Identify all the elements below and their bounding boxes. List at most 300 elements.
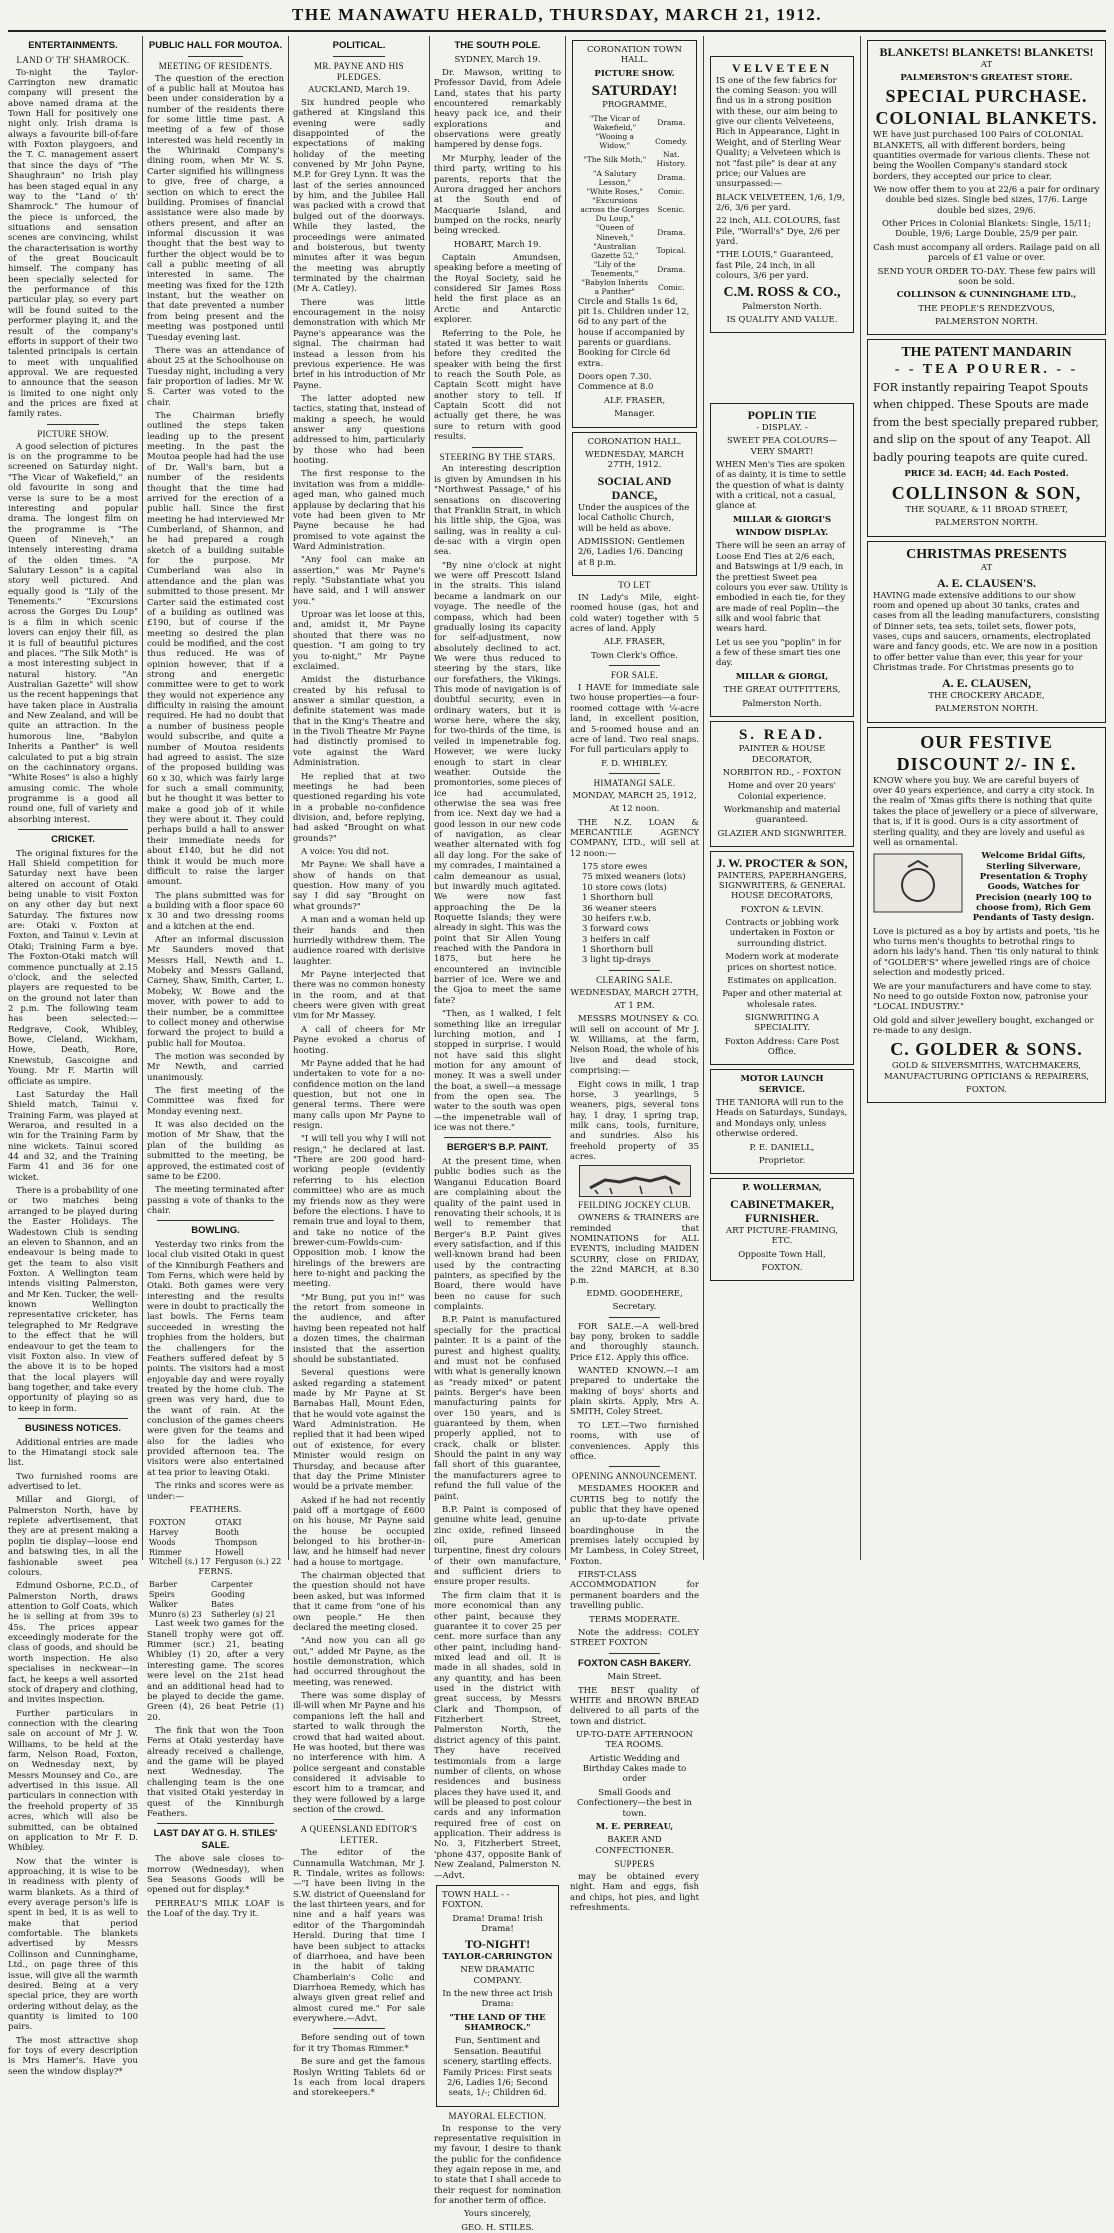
heading-berger-paint: BERGER'S B.P. PAINT. <box>446 1142 549 1154</box>
table-cell: Topical. <box>656 246 687 256</box>
subheading: FOR SALE. <box>610 670 659 681</box>
column-rule <box>703 36 704 1560</box>
table-cell: Drama. <box>657 118 686 128</box>
ad-text: Under the auspices of the local Catholic Church, will be held as above. <box>578 502 690 534</box>
ad-text: PALMERSTON NORTH. <box>934 704 1039 715</box>
table-cell: Rimmer <box>149 1547 182 1557</box>
table-cell: "Queen of Nineveh," <box>595 223 634 242</box>
table-cell: Harvey <box>149 1528 179 1538</box>
ad-festive-discount <box>867 727 1106 1104</box>
paragraph: may be obtained every night. Ham and eggs, fish and chips, hot pies, and light refreshments. <box>570 1871 699 1913</box>
divider <box>333 56 386 57</box>
ad-firm: A. E. CLAUSEN, <box>941 676 1031 691</box>
paragraph: Referring to the Pole, he stated it was better to wait before they credited the speaker with being the first to reach the South Pole, as Captain Scott might have another story to tell. If Captain Scott did not actually get there, he was sure to return with good results. <box>434 328 561 443</box>
ad-firm: COLLINSON & SON, <box>891 482 1082 503</box>
ad-text: Paper and other material at wholesale rates. <box>722 989 842 1010</box>
paragraph: He replied that at two meetings he had been questioned regarding his vote in a probable no-confidence division, and, before replying, had asked "Brought on what grounds?" <box>293 771 425 844</box>
table-row <box>578 196 691 223</box>
divider <box>472 447 523 448</box>
ad-s-read <box>710 721 854 847</box>
dateline: At 12 noon. <box>609 804 660 815</box>
ad-text: THE CROCKERY ARCADE, <box>928 691 1045 702</box>
ad-headline: BLANKETS! BLANKETS! BLANKETS! <box>879 45 1094 59</box>
paragraph: Last week two games for the Stanell trophy were got off. Rimmer (scr.) 21, beating Whibley (1) 20, after a very interesting game. The scores were level on the 21st head and an additional head had to be played to decide the game. Green (4), 26 beat Petrie (1) 20. <box>147 1619 284 1723</box>
subheading: MAYORAL ELECTION. <box>448 2110 547 2121</box>
heading-south-pole: THE SOUTH POLE. <box>454 40 541 51</box>
ad-text: AT <box>980 59 993 70</box>
ad-text: AT <box>980 562 993 573</box>
paragraph: Yesterday two rinks from the local club visited Otaki in quest of the Kinniburgh Feathers and Tom Ferns, which were held by Otaki. Both games were very interesting and the results were in doubt to practically the last bowls. The Ferns team succeeded in wresting the trophies from the holders, but the challengers for the Feathers suffered defeat by 5 points. The visitors had a most enjoyable day and were royally treated by the home club. The green was very hard, due to the want of rain. At the conclusion of the games cheers were given for the teams and also for the ladies who provided afternoon tea. The visitors were also entertained at tea prior to leaving Otaki. <box>147 1239 284 1478</box>
paragraph: The first meeting of the Committee was fixed for Monday evening next. <box>147 1086 284 1117</box>
subheading: Main Street. <box>607 1672 662 1683</box>
ad-subtitle: - DISPLAY. - <box>756 422 808 433</box>
paragraph: THE N.Z. LOAN & MERCANTILE AGENCY COMPANY, LTD., will sell at 12 noon:— <box>570 817 699 859</box>
paragraph: MESDAMES HOOKER and CURTIS beg to notify the public that they have opened an up-to-date private boardinghouse in the premises lately occupied by Mr Lambess, in Coley Street, Foxton. <box>570 1484 699 1567</box>
ad-headline: A. E. CLAUSEN'S. <box>936 575 1037 590</box>
ad-text: Palmerston North. <box>742 301 822 312</box>
subheading: HIMATANGI SALE. <box>593 777 676 788</box>
table-cell: Ferguson (s.) 22 <box>215 1557 282 1567</box>
paragraph: Two furnished rooms are advertised to let. <box>8 1471 138 1493</box>
ad-headline: TO-NIGHT! <box>464 1937 531 1952</box>
paragraph: There was some display of ill-will when Mr Payne and his companions left the hall and started to walk through the crowd that had waited about. He was hooted, but there was no interference with him. A police sergeant and constable considered it advisable to escort him to a tramcar, and they were followed by a large section of the crowd. <box>293 1691 425 1816</box>
table-cell: Witchell (s.) 17 <box>149 1557 211 1567</box>
ad-store: PALMERSTON'S GREATEST STORE. <box>900 72 1073 83</box>
table-cell: Comic. <box>658 186 685 196</box>
ad-text: Doors open 7.30. Commence at 8.0 <box>578 372 654 393</box>
paragraph: A call of cheers for Mr Payne evoked a chorus of hooting. <box>293 1024 425 1056</box>
ad-headline: - - TEA POURER. - - <box>894 362 1079 378</box>
ad-text: We now offer them to you at 22/6 a pair for ordinary double bed sizes. Single bed sizes, 17/6. Large double bed sizes, 29/6. <box>873 185 1100 216</box>
table-cell: Carpenter <box>211 1580 253 1590</box>
paragraph: An interesting description is given by Amundsen in his "Northwest Passage," of his sensations on discovering that Franklin Strait, in which his little ship, the Gjoa, was sailing, was in reality a cul-de-sac with a virgin open sea. <box>434 464 561 558</box>
ad-text: WE have just purchased 100 Pairs of COLONIAL BLANKETS, all with different borders, being quantities overmade for various clients. These not being the Woollen Company's standard stock borders, they accepted our price to clear. <box>873 130 1090 182</box>
divider <box>609 970 661 971</box>
paragraph: Eight cows in milk, 1 trap horse, 3 yearlings, 5 weaners, pigs, several tons hay, 1 dray, 1 spring trap, milk cans, tools, furniture, and sundries. Also his freehold property of 35 acres. <box>570 1079 699 1163</box>
list-item: 3 heifers in calf <box>582 934 650 945</box>
table-row <box>147 1528 284 1538</box>
ad-headline: POPLIN TIE <box>747 408 817 423</box>
paragraph: Asked if he had not recently paid off a mortgage of £600 on his house, Mr Payne said the house be occupied belonged to his brother-in-law, and he himself had never had a house to mortgage. <box>293 1495 425 1568</box>
column-7 <box>865 36 1108 1560</box>
ad-text: ADMISSION: Gentlemen 2/6, Ladies 1/6. Dancing at 8 p.m. <box>578 536 685 568</box>
ad-text: Let us see you "poplin" in for a few of these smart ties one day. <box>716 637 842 669</box>
masthead-rule <box>8 30 1106 32</box>
ad-text: Cash must accompany all orders. Railage paid on all parcels of £1 value or over. <box>873 242 1100 264</box>
heading-bowling: BOWLING. <box>191 1225 240 1237</box>
ad-wollerman <box>710 1178 854 1281</box>
table-cell: "The Silk Moth," <box>583 154 647 164</box>
ad-text: THE TANIORA will run to the Heads on Saturdays, Sundays, and Mondays only, unless otherwise ordered. <box>716 1098 848 1140</box>
table-row <box>147 1610 284 1620</box>
paragraph: The meeting terminated after passing a vote of thanks to the chair. <box>147 1185 284 1216</box>
column-1 <box>8 36 138 2077</box>
paragraph: There was little encouragement in the noisy demonstration with which Mr Payne's appearance was the signal. The chairman had instead a lesson from his previous experience. He was brief in his introduction of Mr Payne. <box>293 297 425 391</box>
ad-text: Fun, Sentiment and Sensation. Beautiful scenery, startling effects. Family Prices: First seats 2/6, Ladies 1/6; Second seats, 1/-; Children 6d. <box>442 2036 552 2099</box>
signature: M. E. PERREAU, <box>595 1821 674 1832</box>
ad-play-title: "THE LAND OF THE SHAMROCK." <box>449 2012 546 2034</box>
ad-text: Workmanship and material guaranteed. <box>723 804 841 826</box>
paragraph: TERMS MODERATE. <box>589 1614 680 1625</box>
ad-firm: C. GOLDER & SONS. <box>890 1039 1083 1060</box>
ad-text: Contracts or jobbing work undertaken in Foxton or surrounding district. <box>725 918 839 949</box>
paragraph: Edmund Osborne, P.C.D., of Palmerston North, draws attention to Golf Coats, which he is selling at from 39s to 45s. The prices appear exceedingly moderate for the class of goods, and should be worth inspection. He also specialises in neckwear—in fact, he keeps a well assorted stock of drapery and clothing, and invites inspection. <box>8 1581 138 1706</box>
dateline: WEDNESDAY, MARCH 27TH, <box>570 987 699 998</box>
paragraph: Amidst the disturbance created by his refusal to answer a similar question, a definite statement was made that in the King's Theatre and in the Tivoli Theatre Mr Payne had distinctly promised to vote against the Ward Administration. <box>293 675 425 769</box>
ad-text: THE SQUARE, & 11 BROAD STREET, <box>905 504 1068 515</box>
table-cell: "Australian Gazette 52," <box>591 241 639 260</box>
ad-coronation-picture-show <box>572 40 697 428</box>
table-row <box>578 260 691 278</box>
list-item: 1 Shorthorn bull <box>582 944 654 955</box>
signature: F. D. WHIBLEY. <box>601 758 668 769</box>
paragraph: Mr Payne interjected that there was no common honesty in the room, and at that cheers were given with great vim for Mr Massey. <box>293 969 425 1022</box>
ad-text: PALMERSTON NORTH. <box>934 317 1039 327</box>
table-row <box>147 1518 284 1528</box>
signature: Proprietor. <box>758 1155 806 1166</box>
divider <box>609 1466 661 1467</box>
dateline: MONDAY, MARCH 25, 1912, <box>572 790 697 801</box>
paragraph: It was also decided on the motion of Mr Shaw, that the plan of the building as submitted to the meeting, be approved, the estimated cost of same to be £200. <box>147 1120 284 1182</box>
ad-headline: SATURDAY! <box>591 83 678 100</box>
paragraph: B.P. Paint is manufactured specially for the practical painter. It is a paint of the purest and highest quality, and must not be confused with what is generally known as "ready mixed" or patent paints. Berger's have been manufacturing paints for over 150 years, and is guaranteed by them, when properly applied, not to crack, chalk or blister. Should the paint in any way fall short of this guarantee, the manufacturers agree to refund the full value of the paint. <box>434 1315 561 1502</box>
ad-poplin-tie <box>710 403 854 717</box>
paragraph: Uproar was let loose at this, and, amidst it, Mr Payne shouted that there was no question. "I am going to try you to-night," Mr Payne exclaimed. <box>293 610 425 672</box>
paragraph: THE BEST quality of WHITE and BROWN BREAD delivered to all parts of the town and district. <box>570 1685 699 1727</box>
signature: ALF. FRASER, <box>603 637 666 648</box>
ad-text: IS QUALITY AND VALUE. <box>726 314 838 325</box>
ad-text: FOXTON. <box>761 1262 803 1273</box>
table-cell: Comic. <box>658 282 685 292</box>
table-cell: Satherley (s) 21 <box>211 1609 276 1619</box>
ad-firm: J. W. PROCTER & SON, <box>716 856 848 871</box>
subheading: LAND O' TH' SHAMROCK. <box>16 54 130 65</box>
ad-text: SEND YOUR ORDER TO-DAY. These few pairs will soon be sold. <box>877 266 1096 287</box>
paragraph: The above sale closes to-morrow (Wednesday), when Sea Seasons Goods will be opened out for display.* <box>147 1854 284 1896</box>
ad-text: THE GREAT OUTFITTERS, <box>723 685 841 696</box>
jewellery-illustration <box>873 853 963 913</box>
table-cell: Gooding <box>211 1590 245 1600</box>
heading-entertainments: ENTERTAINMENTS. <box>28 40 118 51</box>
table-cell: "Lily of the Tenements," <box>591 259 639 279</box>
signature: Secretary. <box>612 1302 657 1313</box>
table-row <box>578 114 691 132</box>
ad-text: PAINTER & HOUSE DECORATOR, <box>738 744 826 765</box>
paragraph: A man and a woman held up their hands and then hurriedly withdrew them. The audience roared with derisive laughter. <box>293 915 425 967</box>
paragraph: Before sending out of town for it try Thomas Rimmer.* <box>293 2033 425 2054</box>
ad-velveteen <box>710 56 854 333</box>
ad-text: Palmerston North. <box>742 698 822 709</box>
subheading: CLEARING SALE. <box>596 974 673 985</box>
ad-blankets <box>867 40 1106 335</box>
heading-cash-bakery: FOXTON CASH BAKERY. <box>578 1657 691 1669</box>
divider <box>18 1418 128 1419</box>
subheading: PICTURE SHOW. <box>37 428 109 439</box>
ad-text: NORBITON RD., - FOXTON <box>722 767 842 778</box>
ad-text: FOXTON & LEVIN. <box>740 904 824 915</box>
paragraph: The firm claim that it is more economical than any other paint, because they guarantee it to cover 25 per cent. more surface than any other paint, including hand-mixed lead and oil. It is made in all shades, sold in any quantity, and has been used in the district with great success, by Messrs Clark and Thompson, of Fitzherbert Street, Palmerston North, the district agency of this paint. They have received testimonials from a large number of clients, on whose residences and business places they have used it, and will be pleased to post colour cards and any information required free of cost on application. Their address is No. 3, Fitzherbert Street, 'phone 437, opposite Bank of New Zealand, Palmerston N.—Advt. <box>434 1590 561 1881</box>
ad-text: ART PICTURE-FRAMING, ETC. <box>726 1225 838 1247</box>
ad-christmas-presents <box>867 541 1106 723</box>
ad-headline: COLONIAL BLANKETS. <box>875 108 1098 129</box>
ad-text: Love is pictured as a boy by artists and poets, 'tis he who turns men's thoughts to betrothal rings to adorn his lady's hand. Then 'tis only natural to think of "GOLDER'S" where jewelled rings are of choice selection and modestly priced. <box>873 926 1100 979</box>
table-cell: Nat. History. <box>656 150 686 169</box>
table-row <box>578 242 691 260</box>
table-row <box>147 1590 284 1600</box>
ad-text: Opposite Town Hall, <box>738 1249 826 1260</box>
ad-firm: C.M. ROSS & CO., <box>723 285 841 301</box>
paragraph: A voice: You did not. <box>301 847 390 858</box>
subheading: A QUEENSLAND EDITOR'S LETTER. <box>300 1824 418 1846</box>
table-cell: Drama. <box>657 264 686 274</box>
paragraph: There is a probability of one or two matches being arranged to be played during the Easter Holidays. The Wadestown Club is sending an eleven to Shannon, and an endeavour is being made to get the team to also visit Foxton. A Wellington team intends visiting Palmerston, and Mr Ken. Tucker, the well-known Wellington representative cricketer, has telegraphed to Mr Redgrave to the effect that he will endeavour to get the team to visit Foxton also. In view of the above it is to be hoped that the local players will bang together, and take every opportunity of playing so as to keep in form. <box>8 1186 138 1414</box>
ad-text: SIGNWRITING A SPECIALITY. <box>745 1012 819 1034</box>
ad-text: PAINTERS, PAPERHANGERS, SIGNWRITERS, & GENERAL HOUSE DECORATORS, <box>717 870 847 902</box>
divider <box>609 773 661 774</box>
paragraph: Captain Amundsen, speaking before a meeting of the Royal Society, said he considered Sir James Ross held the first place as an Arctic and Antarctic explorer. <box>434 253 561 326</box>
list-item: 30 heifers r.w.b. <box>582 913 651 924</box>
table-cell: "A Salutary Lesson," <box>593 168 637 187</box>
divider <box>188 56 243 57</box>
paragraph: IN Lady's Mile, eight-roomed house (gas, hot and cold water) together with 5 acres of land. Apply <box>570 592 699 635</box>
paragraph: "Mr Bung, put you in!" was the retort from someone in the audience, and after having been repeated not half a dozen times, the chairman insisted that the assertion should be substantiated. <box>293 1292 425 1365</box>
table-cell: "The Vicar of Wakefield," <box>589 113 640 132</box>
ad-firm: COLLINSON & CUNNINGHAME LTD., <box>896 290 1077 301</box>
list-item: 10 store cows (lots) <box>582 882 667 893</box>
table-cell: Thompson <box>215 1537 258 1547</box>
paragraph: Note the address: COLEY STREET FOXTON <box>570 1627 699 1649</box>
list-item: 75 mixed weaners (lots) <box>582 872 686 883</box>
ad-headline: CHRISTMAS PRESENTS <box>906 546 1067 562</box>
ad-text: Old gold and silver jewellery bought, exchanged or re-made to any design. <box>873 1015 1094 1036</box>
subheading: MEETING OF RESIDENTS. <box>158 60 273 71</box>
ad-tea-pourer <box>867 339 1106 536</box>
scores-table-ferns <box>147 1580 284 1619</box>
ad-headline: VELVETEEN <box>732 61 832 75</box>
signature: GEO. H. STILES. <box>461 2222 534 2233</box>
dateline: AUCKLAND, March 19. <box>308 84 410 95</box>
table-cell: Barber <box>149 1580 178 1590</box>
paragraph: I HAVE for immediate sale two house properties—a four-roomed cottage with ¼-acre land, in excellent position, and 5-roomed house and an acre of land. Two real snaps. For full particulars apply to <box>570 683 699 756</box>
paragraph: The plans submitted was for a building with a floor space 60 x 30 and two dressing rooms and a kitchen at the end. <box>147 890 284 932</box>
ad-line: Drama! Drama! Irish Drama! <box>452 1913 543 1934</box>
paragraph: Mr Payne: We shall have a show of hands on that question. How many of you say I did say "Brought on what grounds?" <box>293 860 425 912</box>
table-row <box>147 1538 284 1548</box>
racehorse-illustration <box>579 1165 691 1197</box>
list-item: 1 Shorthorn bull <box>582 893 654 904</box>
dateline: SYDNEY, March 19. <box>454 54 541 65</box>
signature: Town Clerk's Office. <box>591 650 678 661</box>
scores-table-feathers <box>147 1518 284 1567</box>
paragraph: "Any fool can make an assertion," was Mr Payne's reply. "Substantiate what you have said, and I will answer you." <box>293 555 425 607</box>
signature: BAKER AND CONFECTIONER. <box>595 1835 674 1856</box>
table-row <box>147 1548 284 1558</box>
paragraph: There was an attendance of about 25 at the Schoolhouse on Tuesday night, including a very fair proportion of ladies. Mr W. S. Carter was voted to the chair. <box>147 345 284 408</box>
paragraph: Millar and Giorgi, of Palmerston North, have by replete advertisement, that they are at present making a poplin tie display—loose end and batswing ties, in all the fashionable sweet pea colours. <box>8 1495 138 1578</box>
masthead: THE MANAWATU HERALD, THURSDAY, MARCH 21, 1912. <box>292 5 822 24</box>
ad-text: THE PEOPLE'S RENDEZVOUS, <box>918 303 1055 314</box>
ad-price: PRICE 3d. EACH; 4d. Each Posted. <box>904 469 1069 480</box>
subheading: STEERING BY THE STARS. <box>439 451 556 462</box>
ad-title: TOWN HALL - - FOXTON. <box>442 1889 510 1911</box>
column-rule <box>860 36 861 1560</box>
signature: ALF. FRASER, <box>603 395 666 406</box>
column-4 <box>434 36 561 2233</box>
table-cell: Walker <box>149 1599 178 1609</box>
ad-firm: MILLAR & GIORGI, <box>735 671 829 682</box>
ad-text: PALMERSTON NORTH. <box>934 518 1039 529</box>
ad-text: WHEN Men's Ties are spoken of as dainty, it is time to settle the question of what is dainty with a critical, not a casual, glance at <box>716 459 847 512</box>
paragraph: After an informal discussion Mr Saunders moved that Messrs Hall, Newth and L. Mobeky and Messrs Galland, Carney, Shaw, Smith, Carter, L. Mobeky, W. Bowe and the mover, with power to add to their number, be a committee to collect money and otherwise forward the project to build a public hall for Moutoa. <box>147 935 284 1049</box>
paragraph: "By nine o'clock at night we were off Prescott Island in the straits. This island became a landmark on our voyage. The needle of the compass, which had been gradually losing its capacity for self-adjustment, now absolutely declined to act. We were thus reduced to steering by the stars, like our forefathers, the Vikings. This mode of navigation is of doubtful security, even in ordinary waters, but it is worse here, where the sky, for two-thirds of the time, is veiled in impenetrable fog. However, we were lucky enough to start in clear weather. Outside the promontories, some pieces of ice had accumulated, otherwise the sea was free from ice. Next day we had a good lesson in our new code of navigation, as clear weather alternated with fog all day long. For the sake of my comrades, I maintained a calm demeanour as usual, but inwardly much agitated. We were now fast approaching the De la Roquette Islands; they were already in sight. This was the point that Sir Allen Young reached with the Pandora in 1875, but here he encountered an invincible barrier of ice. Were we and the Gjoa to meet the same fate? <box>434 560 561 1006</box>
ad-item: "THE LOUIS," Guaranteed, fast Pile, 24 inch, in all colours, 3/6 per yard. <box>716 250 834 282</box>
ad-firm: MILLAR & GIORGI'S <box>732 514 832 525</box>
paragraph: "And now you can all go out," added Mr Payne, as the hostile demonstration, which had occurred throughout the meeting, was renewed. <box>293 1636 425 1688</box>
table-row <box>147 1600 284 1610</box>
column-rule <box>142 36 143 1560</box>
divider <box>444 1137 551 1138</box>
divider <box>18 829 128 830</box>
table-cell: Booth <box>215 1528 240 1538</box>
divider <box>47 424 99 425</box>
table-row <box>578 278 691 296</box>
ad-text: Modern work at moderate prices on shortest notice. <box>725 952 839 973</box>
subheading: OPENING ANNOUNCEMENT. <box>571 1471 698 1482</box>
ad-town-hall-drama <box>436 1885 559 2107</box>
table-cell: Woods <box>149 1537 176 1547</box>
paragraph: OWNERS & TRAINERS are reminded that NOMINATIONS for ALL EVENTS, including MAIDEN SCURRY, close on FRIDAY, the 22nd MARCH, at 8.30 p.m. <box>570 1213 699 1286</box>
dateline: HOBART, March 19. <box>453 239 542 250</box>
ad-text: HAVING made extensive additions to our show room and opened up about 30 tanks, crates and cases from all the leading manufacturers, consisting of Dinner sets, tea sets, toilet sets, flower pots, vases, cups and saucers, ornaments, electroplated ware and fancy goods, etc. We are now in a position to offer better value than ever, this year for your Christmas trade. For Christmas presents go to <box>873 590 1100 674</box>
ad-headline: MOTOR LAUNCH SERVICE. <box>740 1074 824 1095</box>
paragraph: Last Saturday the Hall Shield match, Tainui v. Training Farm, was played at Weraroa, and resulted in a win for the Training Farm by nine wickets. Tainui scored 44 and 32, and the Training Farm 41 and 36 for one wicket. <box>8 1089 138 1183</box>
ad-text: Home and over 20 years' Colonial experience. <box>728 781 836 802</box>
table-label: FEATHERS. <box>189 1504 242 1515</box>
list-item: 3 forward cows <box>582 924 649 935</box>
paragraph: The question of the erection of a public hall at Moutoa has been under consideration by a number of the residents there for some little time past. A meeting of a few of those interested was held recently in the Whirinaki Company's dining room, when Mr W. S. Carter signified his willingness to give, free of charge, a section on which to erect the building. Promises of financial assistance were also made by others present, and after an informal discussion it was thought that the best way to further the object would be to call a public meeting of all interested in same. The meeting was fixed for the 12th instant, but the weather on that date prevented a number from being present and the meeting was postponed until Tuesday evening last. <box>147 73 284 343</box>
paragraph: TO LET.—Two furnished rooms, with use of conveniences. Apply this office. <box>570 1420 699 1462</box>
ad-text: FOXTON. <box>965 1085 1007 1095</box>
table-cell: "Excursions across the Gorges Du Loup," <box>580 196 650 224</box>
divider <box>609 665 661 666</box>
table-cell: Drama. <box>657 227 686 237</box>
ad-motor-launch <box>710 1069 854 1174</box>
ad-text: Estimates on application. <box>727 975 837 986</box>
paragraph: The rinks and scores were as under:— <box>147 1481 284 1502</box>
table-cell: Scenic. <box>657 205 686 215</box>
ad-headline: FURNISHER. <box>745 1211 819 1226</box>
list-item: 3 light tip-drays <box>582 955 651 966</box>
list-item: 175 store ewes <box>582 862 648 873</box>
ad-headline: SOCIAL AND DANCE, <box>597 473 672 503</box>
table-cell: Munro (s) 23 <box>149 1609 202 1619</box>
divider <box>333 1819 386 1820</box>
paragraph: Mr Payne added that he had undertaken to vote for a no-confidence motion on the land question, but not one in general terms. There were many calls upon Mr Payne to resign. <box>293 1058 425 1132</box>
ad-item: 22 inch, ALL COLOURS, fast Pile, "Worrall's" Dye, 2/6 per yard. <box>716 216 841 248</box>
paragraph: Small Goods and Confectionery—the best in town. <box>577 1787 692 1819</box>
column-rule <box>565 36 566 1560</box>
ad-text: Other Prices in Colonial Blankets: Single, 15/11; Double, 19/6; Large Double, 25/9 per pair. <box>881 219 1092 240</box>
ad-company-sub: NEW DRAMATIC COMPANY. <box>460 1965 535 1986</box>
divider <box>157 1220 274 1221</box>
signature: P. E. DANIELL, <box>749 1142 815 1153</box>
subheading: FEILDING JOCKEY CLUB. <box>578 1200 691 1211</box>
heading-public-hall: PUBLIC HALL FOR MOUTOA. <box>148 40 283 51</box>
table-row <box>578 169 691 187</box>
ad-text: IS one of the few fabrics for the coming Season: you will find us in a strong position with these, our aim being to give our clients Velveteens, Rich in Appearance, Light in Weight, and of Sterling Wear Quality; a Velveteen which is not "fast pile" is dear at any price; our Values are unsurpassed:— <box>716 75 841 190</box>
subheading: TO LET <box>618 579 651 590</box>
heading-cricket: CRICKET. <box>51 834 95 846</box>
divider <box>333 2028 386 2029</box>
paragraph: Further particulars in connection with the clearing sale on account of Mr J. W. Williams, to be held at the farm, Nelson Road, Foxton, on Wednesday next, by Messrs Mounsey and Co., are advertised in this issue. All particulars in connection with the freehold property of 35 acres, which will also be submitted, can be obtained on application to Mr F. D. Whibley. <box>8 1708 138 1854</box>
paragraph: To-night the Taylor-Carrington new dramatic company will present the above named drama at the Town Hall for positively one night only. Irish drama is always a favourite bill-of-fare with Foxton playgoers, and the T. C. management assert that since the days of "The Shaughraun" no Irish play has been staged equal in any way to the "Land o' th' Shamrock." The humour of the piece is unforced, the situations and sensation scenes are convincing, whilst the characterisation is worthy of the great Boucicault himself. The company has been specially selected for the performance of this particular play, so every part will be found suited to the performer playing it, and the result of the company's efforts in support of their two talented principals is certain to meet with unqualified approval. We are requested to announce that the season is limited to one night only and the prices are fixed at family rates. <box>8 67 138 420</box>
ad-date: WEDNESDAY, MARCH 27TH, 1912. <box>585 449 684 471</box>
table-cell: Speirs <box>149 1590 175 1600</box>
paragraph: MESSRS MOUNSEY & CO. will sell on account of Mr J. W. Williams, at the farm, Nelson Road, the whole of his live and dead stock, comprising:— <box>570 1014 699 1077</box>
paragraph: PERREAU'S MILK LOAF is the Loaf of the day. Try it. <box>147 1898 284 1920</box>
stock-list <box>570 862 699 966</box>
ad-headline: THE PATENT MANDARIN <box>901 345 1072 361</box>
ad-text: There will be seen an array of Loose End Ties at 2/6 each, and Batswings at 1/9 each, in the prettiest Sweet pea colours you ever saw. Utility is embodied in each tie, for they are made of real Poplin—the silk and wool fabric that wears hard. <box>716 541 848 635</box>
paragraph: Dr. Mawson, writing to Professor David, from Adele Land, states that his party encountered remarkably heavy pack ice, and their explorations and observations were greatly hampered by dense fogs. <box>434 67 561 151</box>
table-row <box>147 1580 284 1590</box>
table-cell: Bates <box>211 1599 234 1609</box>
paragraph: Be sure and get the famous Roslyn Writing Tablets 6d or 1s each from local drapers and storekeepers.* <box>293 2057 425 2099</box>
paragraph: FIRST-CLASS ACCOMMODATION for permanent boarders and the travelling public. <box>570 1570 699 1612</box>
paragraph: FOR SALE.—A well-bred bay pony, broken to saddle and thoroughly staunch. Price £12. Apply this office. <box>570 1321 699 1363</box>
ad-headline: CABINETMAKER, <box>730 1196 834 1211</box>
paragraph: The latter adopted new tactics, stating that, instead of making a speech, he would answer any questions addressed to him, particularly by those who had been hooting. <box>293 393 425 467</box>
ad-tagline: SWEET PEA COLOURS—VERY SMART! <box>726 436 838 457</box>
table-row <box>147 1557 284 1567</box>
ad-coronation-social <box>572 432 697 576</box>
ad-headline: SPECIAL PURCHASE. <box>885 86 1088 107</box>
divider <box>609 1653 661 1654</box>
ad-company: TAYLOR-CARRINGTON <box>442 1951 553 1962</box>
table-row <box>578 132 691 150</box>
column-2 <box>147 36 284 1920</box>
paragraph: The motion was seconded by Mr Newth, and carried unanimously. <box>147 1051 284 1083</box>
ad-text: GOLD & SILVERSMITHS, WATCHMAKERS, MANUFACTURING OPTICIANS & REPAIRERS, <box>884 1061 1089 1082</box>
paragraph: The most attractive shop for toys of every description is Mrs Hamer's. Have you seen the window display?* <box>8 2035 138 2077</box>
table-row <box>578 187 691 196</box>
column-rule <box>288 36 289 1560</box>
table-label: FERNS. <box>198 1567 233 1578</box>
ad-item: BLACK VELVETEEN, 1/6, 1/9, 2/6, 3/6 per yard. <box>716 192 845 213</box>
signature: Manager. <box>614 409 655 420</box>
table-head: OTAKI <box>215 1518 242 1528</box>
divider <box>157 1823 274 1824</box>
paragraph: The Chairman briefly outlined the steps taken leading up to the present meeting. In the past the Moutoa people had had the use of Dr. Wall's barn, but a number of the residents thought that the time had arrived for the erection of a public hall. Since the first meeting he had interviewed Mr Cumberland, of Shannon, and he had prepared a rough sketch of a building suitable for the purpose. Mr Cumberland was also in attendance and the plan was submitted to those present. Mr Carter said the estimated cost of a building as outlined was £190, but of course if the meeting so desired the plan could be modified, and the cost thus reduced. He was of opinion however, that if a strong and energetic committee were to get to work they would not experience any difficulty in raising the amount required. He had no doubt that a number of business people would subscribe, and quite a number of Moutoa residents had agreed to assist. The size of the proposed building was 60 x 30, which was fairly large for such a small community, but he thought it was better to make a good job of it while they were about it. They could perhaps build a hall to answer their immediate needs for about £140, but he did not think it would be much more difficult to raise the larger amount. <box>147 411 284 888</box>
paragraph: Now that the winter is approaching, it is wise to be in readiness with plenty of warm blankets. As a third of every average person's life is spent in bed, it is as well to make that period comfortable. The blankets advertised by Messrs Collinson and Cunninghame, Ltd., on page three of this issue, will give all the warmth desired. Being at a very special price, they are worth ordering without delay, as the quantity is limited to 100 pairs. <box>8 1856 138 2033</box>
ad-subtitle: PICTURE SHOW. <box>594 68 675 79</box>
paragraph: "I will tell you why I will not resign," he declared at last. "There are 200 good hard-working people (evidently referring to his election committee) who are as much my friends now as they were before the elections. I have to remain true and loyal to them, and take no notice of the brewer-cum-Fowlds-cum-Opposition mob. I know the hirelings of the brewers are here to-night and packing the meeting. <box>293 1134 425 1290</box>
heading-business-notices: BUSINESS NOTICES. <box>24 1423 122 1435</box>
table-cell: Howell <box>215 1547 244 1557</box>
paragraph: B.P. Paint is composed of genuine white lead, genuine zinc oxide, refined linseed oil, pure American turpentine, finest dry colours of their own manufacture, and sufficient driers to ensure proper results. <box>434 1504 561 1588</box>
paragraph: In response to the very representative requisition in my favour, I desire to thank the public for the confidence they again repose in me, and to state that I shall accede to their request for nomination for another term of office. <box>434 2123 561 2207</box>
table-cell: Comedy. <box>655 136 688 146</box>
paragraph: Mr Murphy, leader of the third party, writing to his parents, reports that the Aurora dragged her anchors at the South end of Macquarie Island, and bumped on the rocks, nearly being wrecked. <box>434 153 561 237</box>
ad-title: CORONATION HALL. <box>587 436 682 447</box>
ad-headline: OUR FESTIVE DISCOUNT 2/- IN £. <box>896 731 1077 774</box>
paragraph: At the present time, when public bodies such as the Wanganui Education Board are complaining about the quality of the paint used in renovating their schools, it is well to remember that Berger's B.P. Paint gives every satisfaction, and if this well-known brand had been used by the contracting painters, as specified by the Board, there would have been no cause for such complaints. <box>434 1157 561 1313</box>
signature: EDMD. GOODEHERE, <box>586 1288 683 1299</box>
paragraph: The fink that won the Toon Ferns at Otaki yesterday have already received a challenge, and the game will be played next Wednesday. The challenging team is the one that visited Otaki yesterday in quest of the Kinniburgh Feathers. <box>147 1725 284 1819</box>
ad-text: Circle and Stalls 1s 6d, pit 1s. Children under 12, 6d to any part of the house if accompanied by parents or guardians. Booking for Circle 6d extra. <box>578 296 690 369</box>
dateline: AT 1 P.M. <box>614 1001 655 1011</box>
subheading: SUPPERS <box>614 1858 655 1869</box>
